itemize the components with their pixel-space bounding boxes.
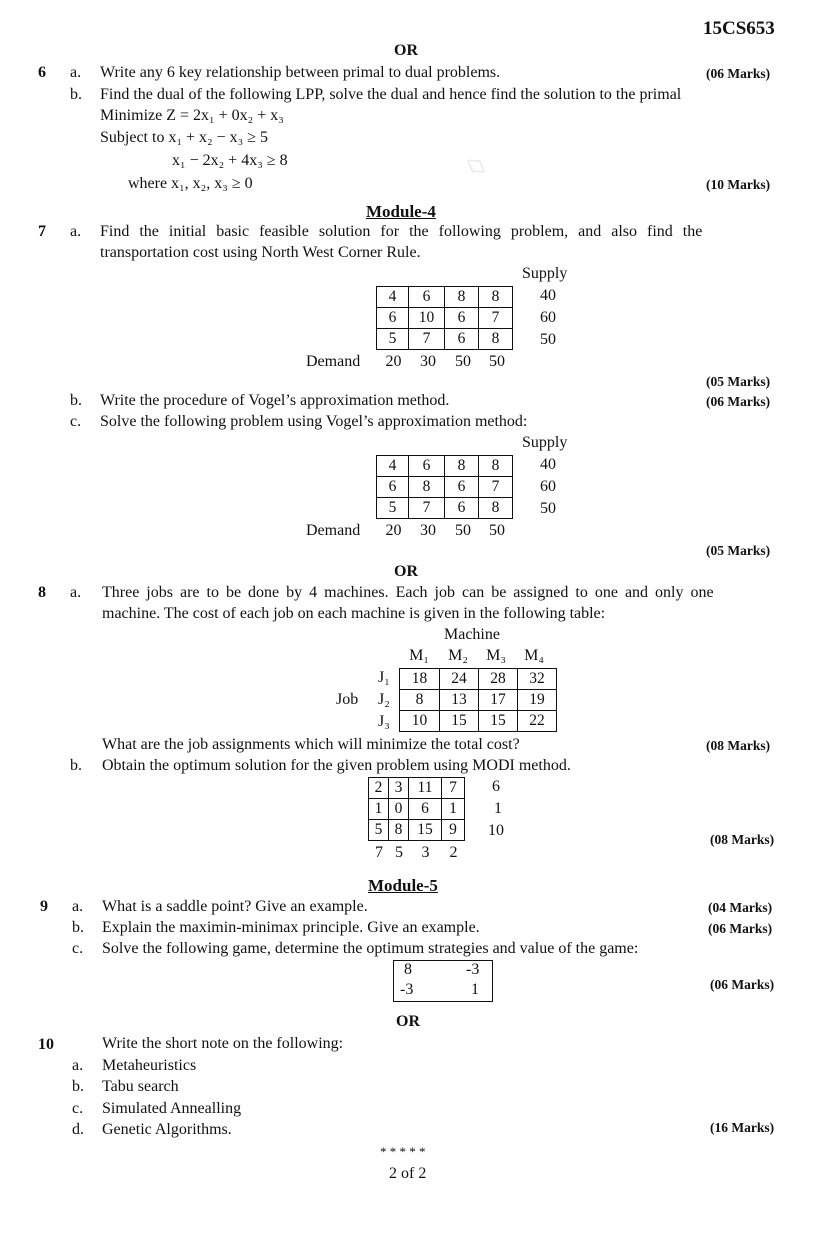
supply-label: Supply [522,265,568,282]
game-cell: 8 [404,961,412,978]
or-label: OR [396,1013,420,1030]
question-text: Write any 6 key relationship between primal to dual problems. [100,64,501,81]
job-name: J₁ [378,669,390,686]
list-item: Simulated Annealling [102,1100,242,1117]
game-matrix [393,960,493,1002]
supply-value: 50 [540,331,556,348]
game-cell: -3 [400,981,414,998]
or-label: OR [394,42,418,59]
marks: (10 Marks) [706,177,771,192]
sub-label: b. [72,919,84,936]
module-heading: Module-4 [366,202,436,221]
lpp-constraint: Subject to x₁ + x₂ − x₃ ≥ 5 [100,129,268,146]
question-text: Write the short note on the following: [102,1035,344,1052]
marks: (16 Marks) [710,1120,775,1135]
supply-value: 10 [488,822,504,839]
sub-label: a. [70,584,82,601]
question-text: Obtain the optimum solution for the given problem using MODI method. [102,757,571,774]
list-item: Tabu search [102,1078,179,1095]
marks: (06 Marks) [708,921,773,936]
subject-code: 15CS653 [703,18,775,39]
game-cell: 1 [471,981,479,998]
marks: (05 Marks) [706,374,771,389]
question-text: Write the procedure of Vogel’s approximation method. [100,392,450,409]
supply-value: 60 [540,478,556,495]
supply-value: 1 [494,800,502,817]
question-number: 7 [38,223,46,240]
sub-label: c. [72,940,84,957]
question-number: 9 [40,898,48,915]
machine-headers: M₁ M₂ M₃ M₄ [409,647,544,664]
sub-label: b. [70,392,82,409]
demand-label: Demand [306,522,361,539]
modi-table: 2 3 11 7 1 0 6 1 5 8 15 9 [368,777,465,841]
marks: (05 Marks) [706,543,771,558]
supply-value: 40 [540,456,556,473]
question-number: 8 [38,584,46,601]
transport-table-a: 4 6 8 8 6 10 6 7 5 7 6 8 [376,286,513,350]
lpp-constraint: x₁ − 2x₂ + 4x₃ ≥ 8 [172,152,288,169]
marks: (08 Marks) [710,832,775,847]
end-stars: * * * * * [380,1144,426,1159]
or-label: OR [394,563,418,580]
list-item: Genetic Algorithms. [102,1121,232,1138]
sub-label: b. [70,86,82,103]
demand-label: Demand [306,353,361,370]
demand-row: 20 30 50 50 [385,522,505,539]
sub-label: b. [72,1078,84,1095]
lpp-nonneg: where x₁, x₂, x₃ ≥ 0 [128,175,253,192]
sub-label: a. [70,64,82,81]
marks: (08 Marks) [706,738,771,753]
game-cell: -3 [466,961,480,978]
marks: (06 Marks) [710,977,775,992]
question-number: 6 [38,64,46,81]
question-text: Explain the maximin-minimax principle. Give an example. [102,919,480,936]
marks: (06 Marks) [706,66,771,81]
question-text: What is a saddle point? Give an example. [102,898,368,915]
marks: (04 Marks) [708,900,773,915]
supply-label: Supply [522,434,568,451]
question-text: What are the job assignments which will minimize the total cost? [102,736,520,753]
sub-label: a. [72,898,84,915]
question-text: Find the dual of the following LPP, solve the dual and hence find the solution to the primal [100,86,682,103]
sub-label: b. [70,757,82,774]
transport-table-c: 4 6 8 8 6 8 6 7 5 7 6 8 [376,455,513,519]
supply-value: 50 [540,500,556,517]
list-item: Metaheuristics [102,1057,197,1074]
supply-value: 6 [492,778,500,795]
job-label: Job [336,691,359,708]
sub-label: a. [72,1057,84,1074]
job-name: J₂ [378,691,390,708]
module-heading: Module-5 [368,876,438,895]
sub-label: c. [72,1100,84,1117]
question-text: transportation cost using North West Corner Rule. [100,244,421,261]
question-text: Find the initial basic feasible solution for the following problem, and also find the [100,223,703,240]
demand-row: 20 30 50 50 [385,353,505,370]
marks: (06 Marks) [706,394,771,409]
sub-label: c. [70,413,82,430]
question-text: Solve the following problem using Vogel’s approximation method: [100,413,528,430]
supply-value: 60 [540,309,556,326]
sub-label: d. [72,1121,84,1138]
question-text: Solve the following game, determine the optimum strategies and value of the game: [102,940,639,957]
supply-value: 40 [540,287,556,304]
question-text: machine. The cost of each job on each machine is given in the following table: [102,605,606,622]
page-number: 2 of 2 [389,1165,427,1182]
watermark: ◊ [459,151,495,183]
demand-row: 7 5 3 2 [375,844,458,861]
machine-label: Machine [444,626,500,643]
question-number: 10 [38,1036,54,1053]
sub-label: a. [70,223,82,240]
lpp-objective: Minimize Z = 2x₁ + 0x₂ + x₃ [100,107,284,124]
job-name: J₃ [378,713,390,730]
assignment-table: 18 24 28 32 8 13 17 19 10 15 15 22 [399,668,557,732]
question-text: Three jobs are to be done by 4 machines. Each job can be assigned to one and only one [102,584,714,601]
